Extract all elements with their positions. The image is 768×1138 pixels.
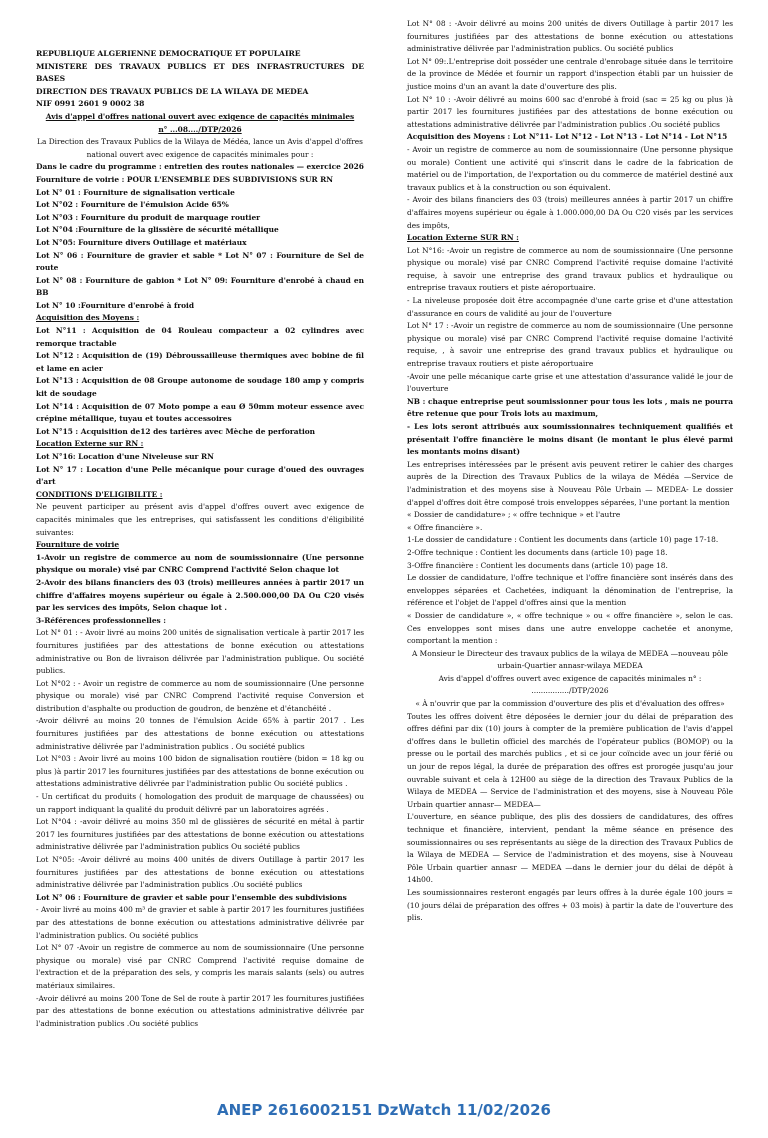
left-column-paragraph: Lot N° 08 : Fourniture de gabion * Lot N° 09: Fourniture d'enrobé à chaud en BB xyxy=(36,275,364,298)
publication-footer: ANEP 2616002151 DzWatch 11/02/2026 xyxy=(217,1101,551,1119)
right-column-paragraph: Les soumissionnaires resteront engagés par leurs offres à la durée égale 100 jours = (10 jours délai de préparation des offres + 03 mois) à partir la date de l'ouverture des plis. xyxy=(407,887,733,923)
left-column-paragraph: Lot N° 01 : Fourniture de signalisation verticale xyxy=(36,187,235,197)
right-column-paragraph: -Avoir une pelle mécanique carte grise et une attestation d'assurance validé le jour de l'ouverture xyxy=(407,371,733,394)
left-column-paragraph: Lot N°14 : Acquisition de 07 Moto pompe a eau Ø 50mm moteur essence avec crépine métallique, tuyau et toutes accessoires xyxy=(36,401,364,424)
right-column-paragraph: Lot N° 10 : -Avoir délivré au moins 600 sac d'enrobé à froid (sac = 25 kg ou plus )à partir 2017 les fournitures justifiées par des attestations de bonne exécution ou attestations administrative délivrée par l'administration publics .Ou société publics xyxy=(407,94,733,129)
left-column-paragraph: Lot N°11 : Acquisition de 04 Rouleau compacteur a 02 cylindres avec remorque tractable xyxy=(36,326,364,348)
right-column-paragraph: « Offre financière ». xyxy=(407,522,483,532)
left-column-paragraph: -Avoir délivré au moins 200 Tone de Sel de route à partir 2017 les fournitures justifiées par des attestations de bonne exécution ou attestations administrative délivrée par l'administration publics .Ou société publics xyxy=(36,993,364,1028)
right-column-paragraph: Acquisition des Moyens : Lot N°11- Lot N°12 - Lot N°13 - Lot N°14 - Lot N°15 xyxy=(407,132,728,142)
right-column-paragraph: A Monsieur le Directeur des travaux publics de la wilaya de MEDEA —nouveau pôle urbain-Quartier annasr-wilaya MEDEA xyxy=(411,648,729,671)
right-column-paragraph: Lot N° 08 : -Avoir délivré au moins 200 unités de divers Outillage à partir 2017 les fournitures justifiées par des attestations de bonne exécution ou attestations administrative délivrée par l'administration publics. Ou société publics xyxy=(407,19,733,54)
right-column-paragraph: L'ouverture, en séance publique, des plis des dossiers de candidatures, des offres technique et financière, intervient, pendant la même séance en présence des soumissionnaires ou ses représentants au siège de la direction des Travaux Publics de la Wilaya de MEDEA — Service de l'administration et des moyens, sise à Nouveau Pôle Urbain quartier annasr — MEDEA —dans le dernier jour du délai de dépôt à 14h00. xyxy=(407,812,733,885)
right-column-paragraph: 3-Offre financière : Contient les documents dans (article 10) page 18. xyxy=(407,560,668,570)
left-column-paragraph: Lot N° 06 : Fourniture de gravier et sable * Lot N° 07 : Fourniture de Sel de route xyxy=(36,250,364,273)
left-column-paragraph: Lot N°04 : -avoir délivré au moins 350 ml de glissières de sécurité en métal à partir 2017 les fournitures justifiées par des attestations de bonne exécution ou attestations administrative délivrée par l'administration publics Ou société publics xyxy=(36,817,364,852)
left-column-paragraph: Lot N°05: -Avoir délivré au moins 400 unités de divers Outillage à partir 2017 les fournitures justifiées par des attestations de bonne exécution ou attestations administrative délivrée par l'administration publics .Ou société publics xyxy=(36,855,364,890)
left-column-paragraph: Acquisition des Moyens : xyxy=(36,313,140,323)
left-column-paragraph: CONDITIONS D'ELIGIBILITE : xyxy=(36,489,163,499)
right-column-paragraph: - Les lots seront attribués aux soumissionnaires techniquement qualifiés et présentait l'offre financière le moins disant (le montant le plus élevé parmi les montants moins disant) xyxy=(407,422,733,457)
left-column-paragraph: Lot N° 10 :Fourniture d'enrobé à froid xyxy=(36,300,195,310)
left-column-paragraph: Lot N°12 : Acquisition de (19) Débroussailleuse thermiques avec bobine de fil et lame en acier xyxy=(36,351,364,373)
left-column-paragraph: Lot N° 17 : Location d'une Pelle mécanique pour curage d'oued des ouvrages d'art xyxy=(36,464,364,487)
left-column-paragraph: Lot N°03 : Fourniture du produit de marquage routier xyxy=(36,212,261,222)
right-column-paragraph: - La niveleuse proposée doit être accompagnée d'une carte grise et d'une attestation d'assurance en cours de validité au jour de l'ouverture xyxy=(407,296,733,318)
right-column-paragraph: Les entreprises intéressées par le présent avis peuvent retirer le cahier des charges auprès de la Direction des Travaux Publics de la wilaya de Médéa —Service de l'administration et des moyens sise à Nouveau Pôle Urbain — MEDEA- Le dossier d'appel d'offres doit être composé trois enveloppes séparées, l'une portant la mention xyxy=(407,459,733,507)
left-column-paragraph: DIRECTION DES TRAVAUX PUBLICS DE LA WILAYA DE MEDEA xyxy=(36,86,309,96)
right-column-paragraph: « Dossier de candidature », « offre technique » ou « offre financière », selon le cas. Ces enveloppes sont mises dans une autre enveloppe cachetée et anonyme, comportant la mention : xyxy=(407,610,733,646)
right-column-paragraph: Le dossier de candidature, l'offre technique et l'offre financière sont insérés dans des enveloppes séparées et Cachetées, indiquant la dénomination de l'entreprise, la référence et l'objet de l'appel d'offres ainsi que la mention xyxy=(407,573,733,608)
right-column-paragraph: « Dossier de candidature» ; « offre technique » et l'autre xyxy=(407,510,621,520)
right-column-paragraph: 1-Le dossier de candidature : Contient les documents dans (article 10) page 17-18. xyxy=(407,535,719,545)
left-column-paragraph: Lot N°02 : - Avoir un registre de commerce au nom de soumissionnaire (Une personne physique ou morale) visé par CNRC Comprend l'activité requise Conversion et distribution d'asphalte ou production de goudron, de benzène et d'étanchéité . xyxy=(36,678,364,713)
right-column-paragraph: NB : chaque entreprise peut soumissionner pour tous les lots , mais ne pourra être retenue que pour Trois lots au maximum, xyxy=(407,396,733,419)
left-column-paragraph: Lot N° 06 : Fourniture de gravier et sable pour l'ensemble des subdivisions xyxy=(36,892,347,902)
left-column-paragraph: Lot N°02 : Fourniture de l'émulsion Acide 65% xyxy=(36,200,229,210)
right-column-paragraph: Toutes les offres doivent être déposées le dernier jour du délai de préparation des offres défini par dix (10) jours à compter de la première publication de l'avis d'appel d'offres dans le bulletin officiel des marchés de l'opérateur publics (BOMOP) ou la presse ou le portail des marchés publics , et si ce jour coïncide avec un jour férié ou un jour de repos légal, la durée de préparation des offres est prorogée jusqu'au jour ouvrable suivant et cela à 12H00 au siège de la direction des Travaux Publics de la Wilaya de MEDEA — Service de l'administration et des moyens, sise à Nouveau Pôle Urbain quartier annasr— MEDEA— xyxy=(407,711,733,809)
left-column-paragraph: MINISTERE DES TRAVAUX PUBLICS ET DES INFRASTRUCTURES DE BASES xyxy=(36,61,364,84)
left-column-paragraph: Lot N°13 : Acquisition de 08 Groupe autonome de soudage 180 amp y compris kit de soudage xyxy=(36,376,364,399)
left-column-paragraph: Lot N°16: Location d'une Niveleuse sur RN xyxy=(36,452,214,461)
left-column-paragraph: 1-Avoir un registre de commerce au nom de soumissionnaire (Une personne physique ou morale) visé par CNRC Comprend l'activité Selon chaque lot xyxy=(36,552,364,575)
left-column-paragraph: n° ...08..../DTP/2026 xyxy=(158,124,242,134)
left-column-paragraph: -Avoir délivré au moins 20 tonnes de l'émulsion Acide 65% à partir 2017 . Les fournitures justifiées par des attestations de bonne exécution ou attestations administrative délivrée par l'administration publics . Ou société publics xyxy=(36,716,364,751)
left-column-paragraph: Lot N°05: Fourniture divers Outillage et matériaux xyxy=(36,237,247,247)
right-column-paragraph: Location Externe SUR RN : xyxy=(407,233,519,243)
left-column-paragraph: 3-Références professionnelles : xyxy=(36,615,167,625)
left-column-paragraph: Lot N°03 : Avoir livré au moins 100 bidon de signalisation routière (bidon = 18 kg ou plus )à partir 2017 les fournitures justifiées par des attestations de bonne exécution ou attestations administrative délivrée par l'administration public Ou société publics . xyxy=(36,754,364,789)
left-column-paragraph: Location Externe sur RN : xyxy=(36,439,144,449)
left-column-paragraph: Lot N° 07 -Avoir un registre de commerce au nom de soumissionnaire (Une personne physique ou morale) visé par CNRC Comprend l'activité requise domaine de l'extraction et de la préparation des sels, y compris les marais salants (sels) ou autres matériaux similaires. xyxy=(36,943,364,990)
right-column-paragraph: Lot N° 09:.L'entreprise doit posséder une centrale d'enrobage située dans le territoire de la province de Médée et fournir un rapport d'inspection établi par un huissier de justice moins d'un an avant la date d'ouverture des plis. xyxy=(407,56,733,91)
left-column-paragraph: - Avoir livré au moins 400 m³ de gravier et sable à partir 2017 les fournitures justifiées par des attestations de bonne exécution ou attestations administrative délivrée par l'administration publics. Ou société publics xyxy=(36,905,364,940)
right-column-paragraph: Avis d'appel d'offres ouvert avec exigence de capacités minimales n° : ................/DTP/2026 xyxy=(438,673,702,696)
left-column xyxy=(36,48,364,1030)
left-column-paragraph: - Un certificat du produits ( homologation des produit de marquage de chaussées) ou un rapport indiquant la qualité du produit délivré par un laboratoires agréés . xyxy=(36,792,364,814)
left-column-paragraph: REPUBLIQUE ALGERIENNE DEMOCRATIQUE ET POPULAIRE xyxy=(36,49,301,58)
left-column-paragraph: Avis d'appel d'offres national ouvert avec exigence de capacités minimales xyxy=(45,111,355,121)
left-column-paragraph: Fourniture de voirie : POUR L'ENSEMBLE DES SUBDIVISIONS SUR RN xyxy=(36,174,334,184)
right-column-paragraph: - Avoir des bilans financiers des 03 (trois) meilleures années à partir 2017 un chiffre d'affaires moyens supérieur ou égale à 1.000.000,00 DA Ou C20 visés par les services des impôts, xyxy=(407,195,733,230)
right-column-paragraph: « À n'ouvrir que par la commission d'ouverture des plis et d'évaluation des offres» xyxy=(415,699,725,709)
right-column-paragraph: Lot N°16: -Avoir un registre de commerce au nom de soumissionnaire (Une personne physique ou morale) visé par CNRC Comprend l'activité requise domaine l'activité requise, à savoir une entreprise des grand travaux publics et hydraulique ou entreprise travaux routiers et piste aéroportuaire. xyxy=(407,245,733,293)
left-column-paragraph: Fourniture de voirie xyxy=(36,540,120,550)
left-column-paragraph: 2-Avoir des bilans financiers des 03 (trois) meilleures années à partir 2017 un chiffre d'affaires moyens supérieur ou égale à 2.500.000,00 DA Ou C20 visés par les services des impôts, Selon chaque lot . xyxy=(36,577,364,613)
left-column-paragraph: Dans le cadre du programme : entretien des routes nationales — exercice 2026 xyxy=(36,162,364,172)
left-column-paragraph: Lot N°04 :Fourniture de la glissière de sécurité métallique xyxy=(36,225,279,235)
left-column-paragraph: La Direction des Travaux Publics de la Wilaya de Médéa, lance un Avis d'appel d'offres national ouvert avec exigence de capacités minimales pour : xyxy=(37,137,363,159)
right-column-paragraph: 2-Offre technique : Contient les documents dans (article 10) page 18. xyxy=(407,547,668,557)
left-column-paragraph: Lot N° 01 : - Avoir livré au moins 200 unités de signalisation verticale à partir 2017 les fournitures justifiées par des attestations de bonne exécution ou attestations administrative ou Bon de livraison délivrée par l'administration publique. Ou société publics. xyxy=(36,628,364,676)
left-column-paragraph: Ne peuvent participer au présent avis d'appel d'offres ouvert avec exigence de capacités minimales que les entreprises, qui satisfassent les conditions d'éligibilité suivantes: xyxy=(36,502,364,537)
right-column-paragraph: Lot N° 17 : -Avoir un registre de commerce au nom de soumissionnaire (Une personne physique ou morale) visé par CNRC Comprend l'activité requise domaine l'activité requise, , à savoir une entreprise des grand travaux publics et hydraulique ou entreprise travaux routiers et piste aéroportuaire xyxy=(407,321,733,369)
right-column xyxy=(407,18,733,925)
right-column-paragraph: - Avoir un registre de commerce au nom de soumissionnaire (Une personne physique ou morale) Contient une activité qui s'inscrit dans le cadre de la fabrication de matériel ou de l'importation, de l'exportation ou du commerce de matériel destiné aux travaux publics et à la construction ou son équivalent. xyxy=(407,144,733,192)
left-column-paragraph: NIF 0991 2601 9 0002 38 xyxy=(36,99,145,109)
left-column-paragraph: Lot N°15 : Acquisition de12 des tarières avec Mèche de perforation xyxy=(36,426,316,436)
